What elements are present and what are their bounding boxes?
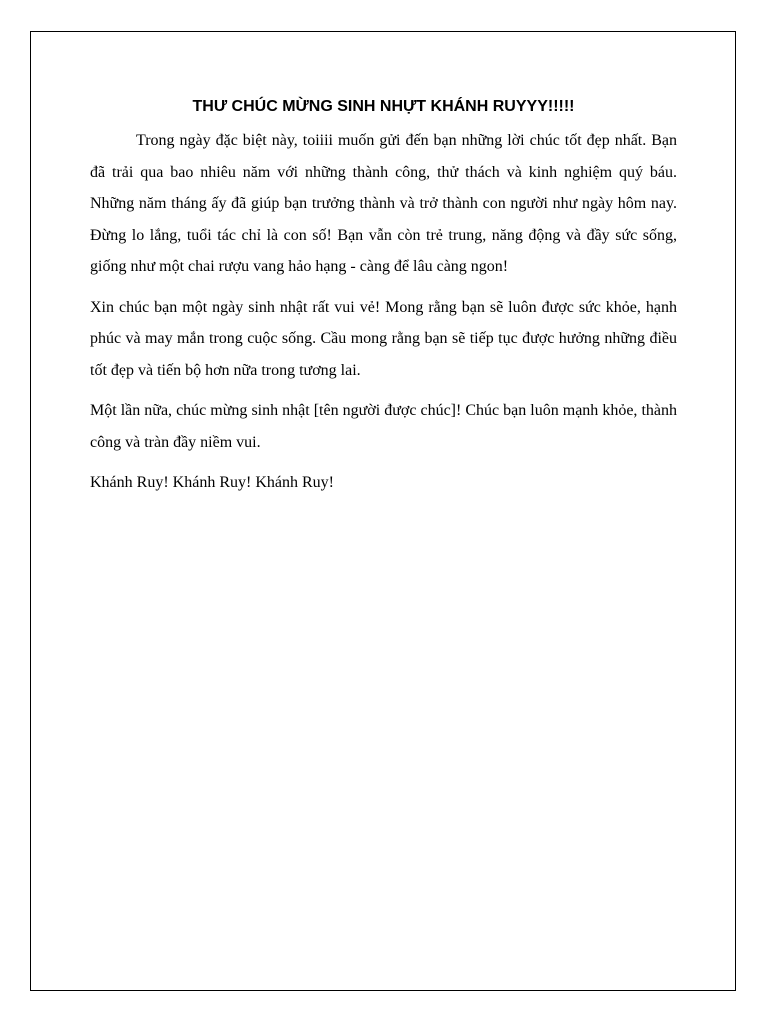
paragraph-congrats: Một lần nữa, chúc mừng sinh nhật [tên người được chúc]! Chúc bạn luôn mạnh khỏe, thành công và tràn đầy niềm vui.: [90, 402, 677, 451]
document-body: [90, 95, 677, 499]
document-title: THƯ CHÚC MỪNG SINH NHỰT KHÁNH RUYYY!!!!!: [192, 98, 575, 115]
closing-line: Khánh Ruy! Khánh Ruy! Khánh Ruy!: [90, 474, 334, 491]
paragraph-wishes: Xin chúc bạn một ngày sinh nhật rất vui vẻ! Mong rằng bạn sẽ luôn được sức khỏe, hạnh phúc và may mắn trong cuộc sống. Cầu mong rằng bạn sẽ tiếp tục được hưởng những điều tốt đẹp và tiến bộ hơn nữa trong tương lai.: [90, 298, 677, 379]
paragraph-intro: Trong ngày đặc biệt này, toiiii muốn gửi đến bạn những lời chúc tốt đẹp nhất. Bạn đã trải qua bao nhiêu năm với những thành công, thử thách và kinh nghiệm quý báu. Những năm tháng ấy đã giúp bạn trưởng thành và trở thành con người như ngày hôm nay. Đừng lo lắng, tuổi tác chỉ là con số! Bạn vẫn còn trẻ trung, năng động và đầy sức sống, giống như một chai rượu vang hảo hạng - càng để lâu càng ngon!: [90, 132, 677, 275]
